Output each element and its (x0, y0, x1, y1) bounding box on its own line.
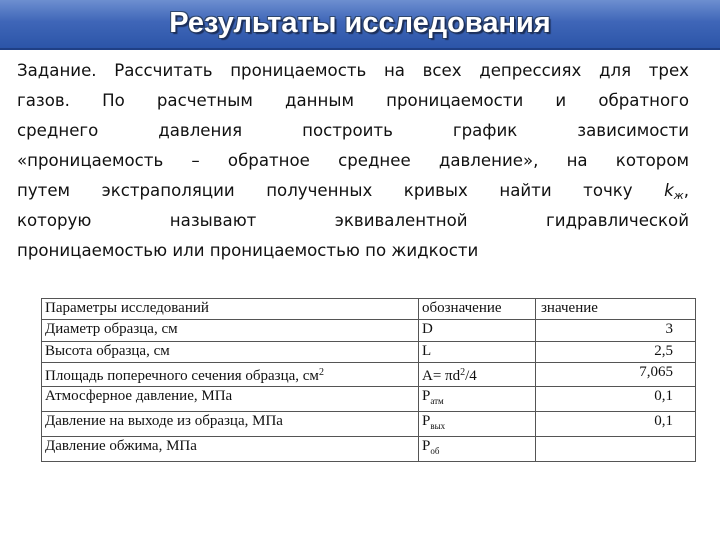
table-row (42, 341, 696, 362)
header-value: значение (536, 299, 696, 320)
param-cell: Диаметр образца, см (42, 320, 419, 341)
param-superscript: 2 (318, 367, 324, 379)
param-text: Площадь поперечного сечения образца, см (45, 368, 319, 385)
symbol-cell (419, 412, 536, 437)
task-line: Задание. Рассчитать проницаемость на всех депрессиях для трех (17, 61, 689, 80)
value-cell: 0,1 (536, 387, 696, 412)
task-line: проницаемостью или проницаемостью по жидкости (17, 241, 479, 260)
table-row (42, 363, 696, 387)
value-cell: 0,1 (536, 412, 696, 437)
k-comma: , (683, 181, 689, 200)
header-param: Параметры исследований (42, 299, 419, 320)
table-row (42, 412, 696, 437)
symbol-cell (419, 387, 536, 412)
header-symbol: обозначение (419, 299, 536, 320)
task-line: газов. По расчетным данным проницаемости и обратного (17, 91, 689, 110)
k-symbol (664, 181, 684, 200)
k-subscript: ж (673, 189, 684, 202)
value-cell: 2,5 (536, 341, 696, 362)
symbol-main: P (422, 413, 431, 430)
param-cell: Давление на выходе из образца, МПа (42, 412, 419, 437)
symbol-cell: D (419, 320, 536, 341)
symbol-main: A= πd (422, 368, 461, 385)
table-row (42, 387, 696, 412)
value-cell: 7,065 (536, 363, 696, 387)
symbol-cell (419, 363, 536, 387)
symbol-main: P (422, 438, 431, 455)
table-header-row (42, 299, 696, 320)
table-row (42, 437, 696, 462)
symbol-subscript: вых (430, 421, 446, 432)
param-cell: Высота образца, см (42, 341, 419, 362)
table-row (42, 320, 696, 341)
task-line: среднего давления построить график зависимости (17, 121, 689, 140)
param-cell (42, 363, 419, 387)
param-cell: Давление обжима, МПа (42, 437, 419, 462)
param-cell: Атмосферное давление, МПа (42, 387, 419, 412)
slide-title: Результаты исследования (169, 7, 551, 39)
symbol-superscript: 2 (460, 367, 466, 379)
symbol-cell: L (419, 341, 536, 362)
task-line: «проницаемость – обратное среднее давление», на котором (17, 151, 689, 170)
symbol-cell (419, 437, 536, 462)
task-line-text: путем экстраполяции полученных кривых найти точку (17, 181, 633, 200)
symbol-subscript: об (430, 446, 440, 457)
k-letter: k (664, 181, 674, 200)
symbol-main: P (422, 388, 431, 405)
symbol-subscript: атм (430, 396, 444, 407)
task-line-with-k (17, 176, 689, 206)
value-cell (536, 437, 696, 462)
task-line: которую называют эквивалентной гидравлической (17, 211, 689, 230)
symbol-tail: /4 (465, 368, 477, 385)
value-cell: 3 (536, 320, 696, 341)
parameters-table (41, 298, 696, 462)
task-text (17, 56, 689, 266)
